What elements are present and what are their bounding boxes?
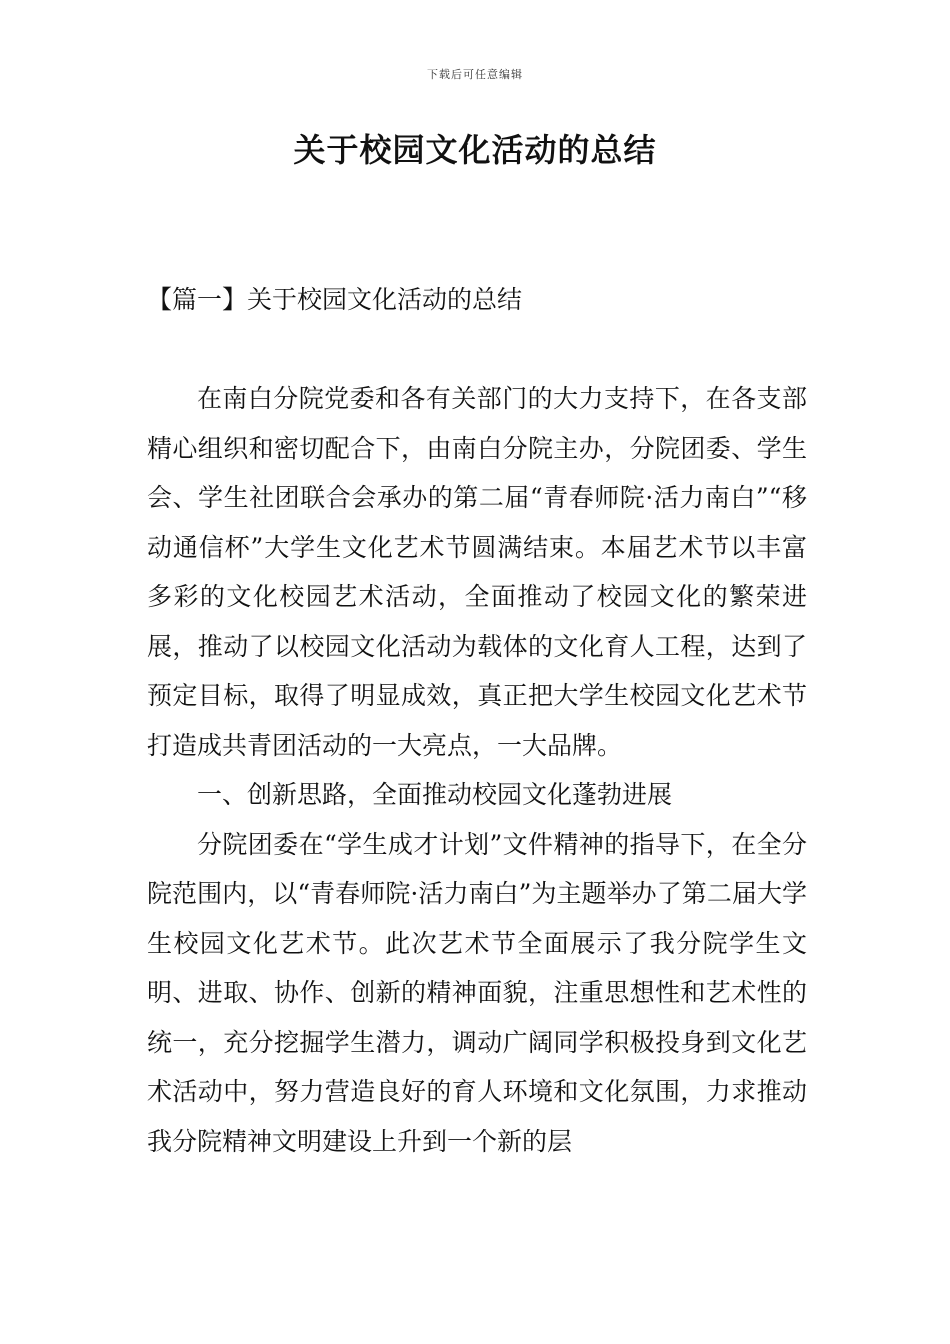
paragraph-subheading: 一、创新思路，全面推动校园文化蓬勃进展 [197,780,673,809]
section-heading: 【篇一】关于校园文化活动的总结 [147,285,523,314]
document-title: 关于校园文化活动的总结 [293,131,657,169]
download-note: 下载后可任意编辑 [427,68,523,81]
document-body [147,374,807,1166]
paragraph-detail: 分院团委在“学生成才计划”文件精神的指导下，在全分院范围内，以“青春师院·活力南白”为主题举办了第二届大学生校园文化艺术节。此次艺术节全面展示了我分院学生文明、进取、协作、创新的精神面貌，注重思想性和艺术性的统一，充分挖掘学生潜力，调动广阔同学积极投身到文化艺术活动中，努力营造良好的育人环境和文化氛围，力求推动我分院精神文明建设上升到一个新的层 [147,829,807,1156]
paragraph-intro: 在南白分院党委和各有关部门的大力支持下，在各支部精心组织和密切配合下，由南白分院主办，分院团委、学生会、学生社团联合会承办的第二届“青春师院·活力南白”“移动通信杯”大学生文化艺术节圆满结束。本届艺术节以丰富多彩的文化校园艺术活动，全面推动了校园文化的繁荣进展，推动了以校园文化活动为载体的文化育人工程，达到了预定目标，取得了明显成效，真正把大学生校园文化艺术节打造成共青团活动的一大亮点，一大品牌。 [147,384,807,760]
